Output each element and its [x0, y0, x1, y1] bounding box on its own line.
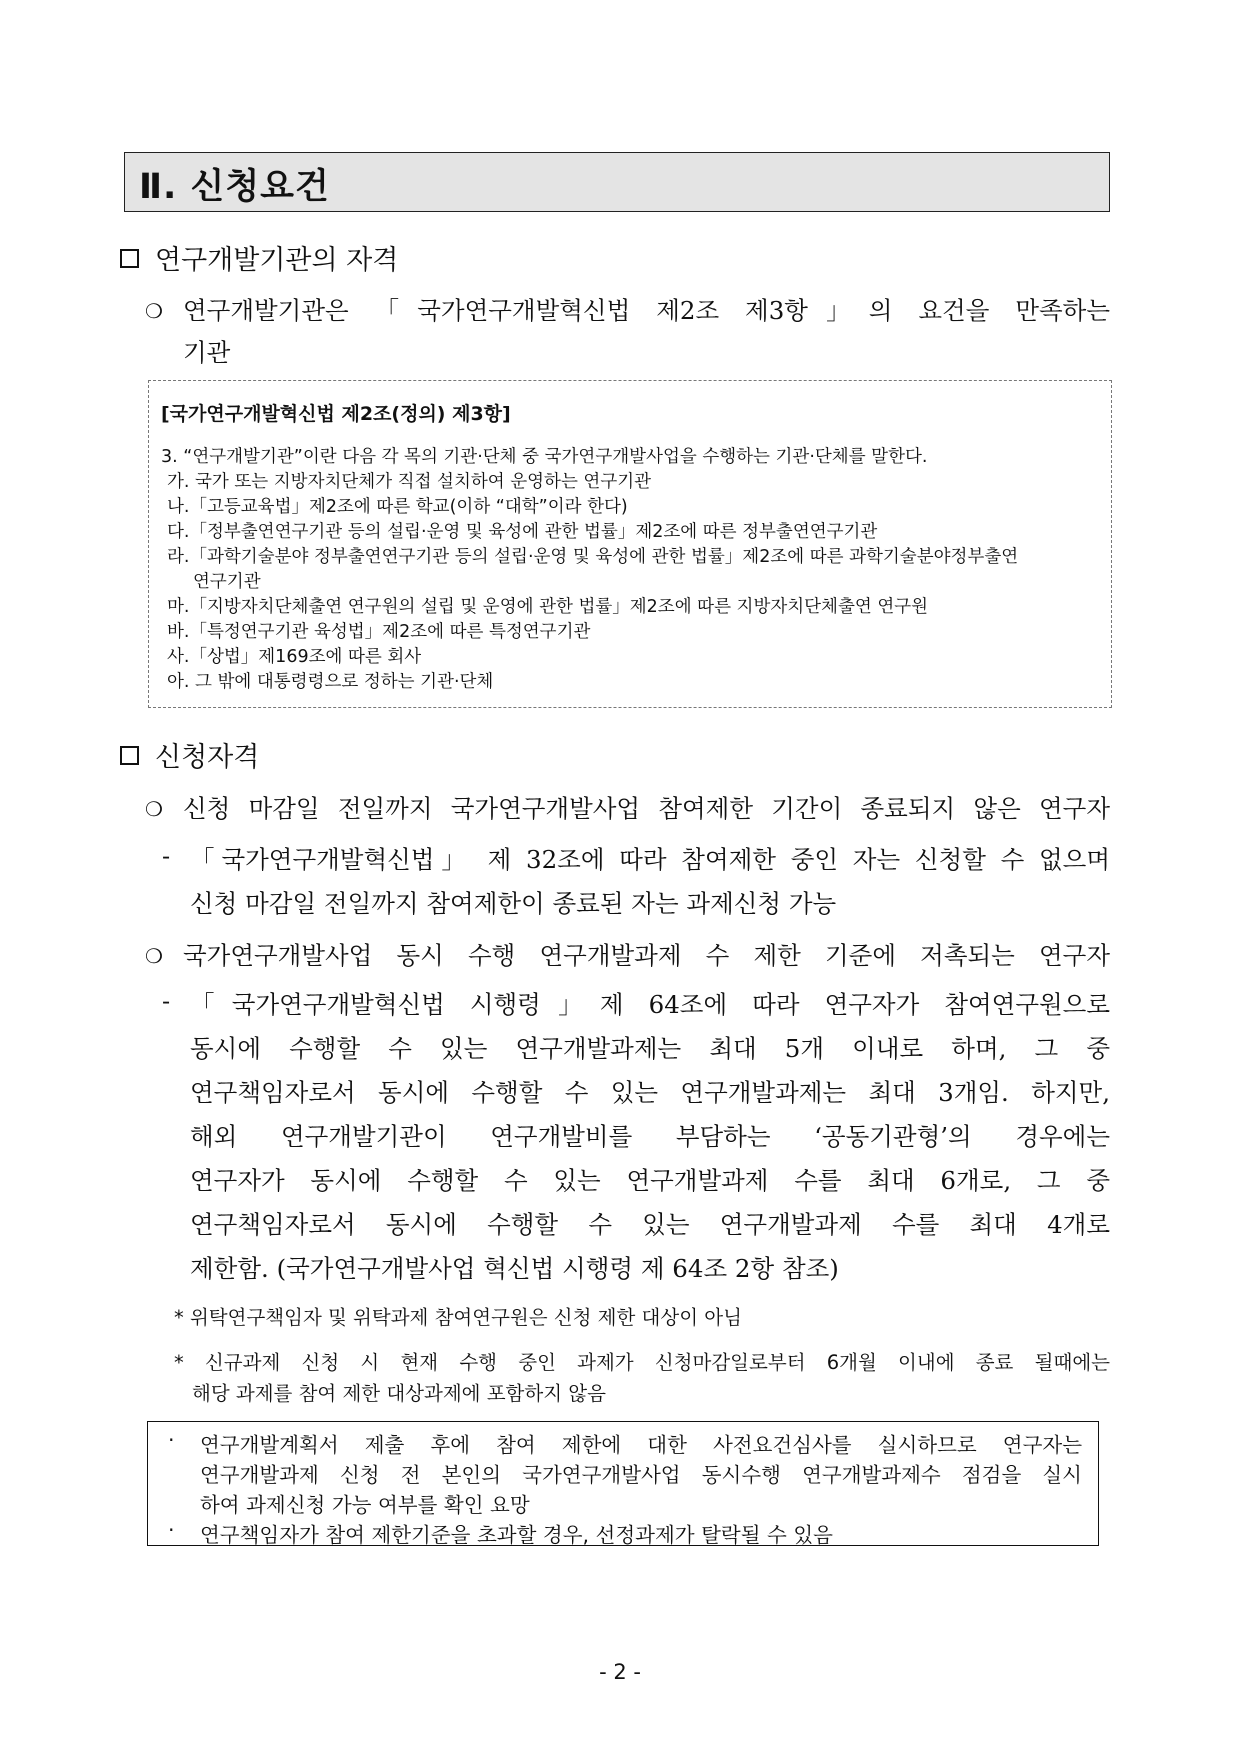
- square-bullet-icon: [120, 746, 139, 765]
- notice-item1-line: 연구개발과제 신청 전 본인의 국가연구개발사업 동시수행 연구개발과제수 점검을 실시: [200, 1463, 1082, 1487]
- law-line: 연구기관: [193, 572, 261, 592]
- notice-bullet-icon: ·: [168, 1428, 175, 1452]
- eligibility-dash2-line: 「국가연구개발혁신법 시행령」제 64조에 따라 연구자가 참여연구원으로: [190, 990, 1110, 1019]
- eligibility-dash2-line: 연구책임자로서 동시에 수행할 수 있는 연구개발과제 수를 최대 4개로: [190, 1210, 1110, 1239]
- dash-bullet-icon: -: [162, 842, 171, 870]
- circle-bullet-icon: ❍: [145, 299, 163, 323]
- qualification-heading-text: 연구개발기관의 자격: [155, 245, 399, 276]
- law-line: 바.「특정연구기관 육성법」제2조에 따른 특정연구기관: [167, 622, 591, 642]
- law-line: 가. 국가 또는 지방자치단체가 직접 설치하여 운영하는 연구기관: [167, 472, 652, 492]
- eligibility-bullet1: 신청 마감일 전일까지 국가연구개발사업 참여제한 기간이 종료되지 않은 연구자: [183, 794, 1110, 823]
- eligibility-bullet2: 국가연구개발사업 동시 수행 연구개발과제 수 제한 기준에 저촉되는 연구자: [183, 941, 1110, 970]
- eligibility-note2-line1: * 신규과제 신청 시 현재 수행 중인 과제가 신청마감일로부터 6개월 이내에 종료 될때에는: [174, 1351, 1110, 1374]
- law-line: 라.「과학기술분야 정부출연연구기관 등의 설립·운영 및 육성에 관한 법률」제2조에 따른 과학기술분야정부출연: [167, 547, 1019, 567]
- eligibility-dash2-line: 동시에 수행할 수 있는 연구개발과제는 최대 5개 이내로 하며, 그 중: [190, 1034, 1110, 1063]
- eligibility-dash2-line: 연구책임자로서 동시에 수행할 수 있는 연구개발과제는 최대 3개임. 하지만,: [190, 1078, 1110, 1107]
- law-line: 3. “연구개발기관”이란 다음 각 목의 기관·단체 중 국가연구개발사업을 수행하는 기관·단체를 말한다.: [161, 447, 928, 467]
- section-title: Ⅱ. 신청요건: [139, 167, 330, 207]
- law-excerpt-box: [148, 380, 1112, 708]
- eligibility-note2-line2: 해당 과제를 참여 제한 대상과제에 포함하지 않음: [192, 1382, 606, 1405]
- law-line: 아. 그 밖에 대통령령으로 정하는 기관·단체: [167, 672, 494, 692]
- law-line: 나.「고등교육법」제2조에 따른 학교(이하 “대학”이라 한다): [167, 497, 628, 517]
- notice-item2: 연구책임자가 참여 제한기준을 초과할 경우, 선정과제가 탈락될 수 있음: [200, 1523, 833, 1547]
- notice-item1-line: 하여 과제신청 가능 여부를 확인 요망: [200, 1493, 530, 1517]
- circle-bullet-icon: ❍: [145, 944, 163, 968]
- eligibility-dash2-line: 해외 연구개발기관이 연구개발비를 부담하는 ‘공동기관형’의 경우에는: [190, 1122, 1110, 1151]
- qualification-bullet-line2: 기관: [183, 338, 231, 367]
- section-title-box: [124, 152, 1110, 212]
- eligibility-dash1-line2: 신청 마감일 전일까지 참여제한이 종료된 자는 과제신청 가능: [190, 889, 837, 918]
- notice-bullet-icon: ·: [168, 1518, 175, 1542]
- law-line: 다.「정부출연연구기관 등의 설립·운영 및 육성에 관한 법률」제2조에 따른 정부출연연구기관: [167, 522, 878, 542]
- qualification-bullet-line1: 연구개발기관은 「국가연구개발혁신법 제2조 제3항」의 요건을 만족하는: [183, 296, 1110, 325]
- eligibility-heading: [120, 735, 259, 774]
- law-line: 사.「상법」제169조에 따른 회사: [167, 647, 422, 667]
- law-excerpt-title: [국가연구개발혁신법 제2조(정의) 제3항]: [161, 403, 511, 425]
- page-number: - 2 -: [599, 1660, 641, 1684]
- eligibility-heading-text: 신청자격: [155, 742, 260, 773]
- notice-box: [147, 1421, 1099, 1546]
- eligibility-dash2-line: 연구자가 동시에 수행할 수 있는 연구개발과제 수를 최대 6개로, 그 중: [190, 1166, 1110, 1195]
- law-line: 마.「지방자치단체출연 연구원의 설립 및 운영에 관한 법률」제2조에 따른 지방자치단체출연 연구원: [167, 597, 929, 617]
- eligibility-dash1-line1: 「국가연구개발혁신법」 제 32조에 따라 참여제한 중인 자는 신청할 수 없으며: [190, 845, 1110, 874]
- eligibility-dash2-line: 제한함. (국가연구개발사업 혁신법 시행령 제 64조 2항 참조): [190, 1254, 839, 1283]
- dash-bullet-icon: -: [162, 987, 171, 1015]
- eligibility-note1: * 위탁연구책임자 및 위탁과제 참여연구원은 신청 제한 대상이 아님: [174, 1306, 742, 1329]
- notice-item1-line: 연구개발계획서 제출 후에 참여 제한에 대한 사전요건심사를 실시하므로 연구자는: [200, 1433, 1082, 1457]
- circle-bullet-icon: ❍: [145, 797, 163, 821]
- qualification-heading: [120, 238, 398, 277]
- square-bullet-icon: [120, 249, 139, 268]
